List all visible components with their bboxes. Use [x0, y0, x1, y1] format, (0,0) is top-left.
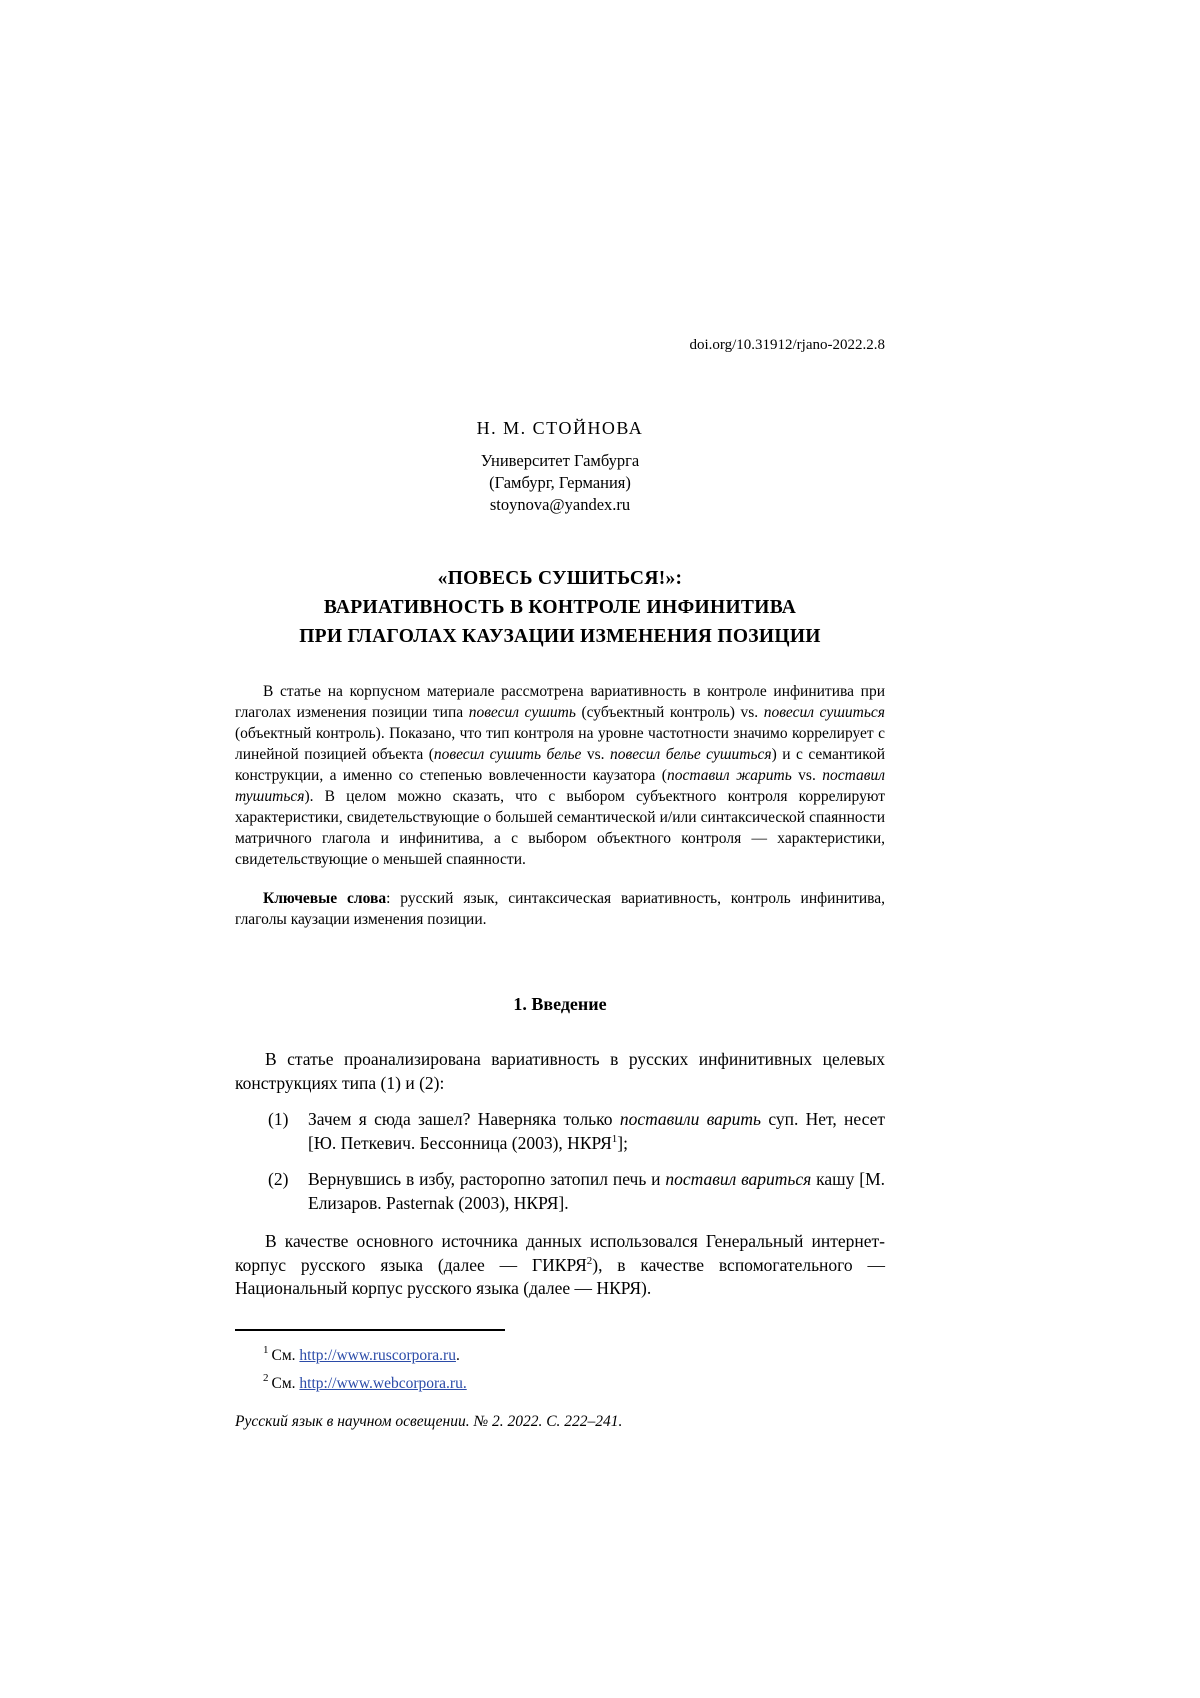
ruscorpora-link[interactable]: http://www.ruscorpora.ru — [299, 1346, 456, 1364]
article-title-line-1: «ПОВЕСЬ СУШИТЬСЯ!»: — [437, 568, 683, 589]
abstract-italic-example: повесил сушить белье — [433, 746, 582, 763]
keywords-paragraph — [235, 888, 885, 930]
webcorpora-link[interactable]: http://www.webcorpora.ru. — [299, 1374, 467, 1392]
abstract-text: В статье на корпусном материале рассмотрена вариативность в контроле инфинитива при глаголах изменения позиции типа — [235, 683, 885, 721]
abstract-text: (объектный контроль). Показано, что тип контроля на уровне частотности значимо коррелирует с линейной позицией объекта ( — [235, 725, 885, 763]
example-2-italic: поставил вариться — [665, 1169, 812, 1189]
article-title-line-2: ВАРИАТИВНОСТЬ В КОНТРОЛЕ ИНФИНИТИВА — [323, 597, 797, 618]
author-affiliation: Университет Гамбурга — [480, 451, 640, 470]
abstract-text: (субъектный контроль) vs. — [575, 704, 764, 721]
abstract-text: ). В целом можно сказать, что с выбором субъектного контроля коррелируют характеристики, свидетельствующие о большей семантической и/или синтаксической спаянности матричного глагола и инфинитива, а с выбором объектного контроля — характеристики, свидетельствующие о меньшей спаянности. — [235, 788, 885, 868]
journal-footer: Русский язык в научном освещении. № 2. 2022. С. 222–241. — [235, 1412, 623, 1430]
abstract-italic-example: поставил тушиться — [235, 767, 885, 805]
abstract-italic-example: повесил белье сушиться — [610, 746, 772, 763]
intro-paragraph: В статье проанализирована вариативность в русских инфинитивных целевых конструкциях типа (1) и (2): — [235, 1049, 885, 1093]
example-1-number: (1) — [268, 1109, 289, 1129]
sources-paragraph — [235, 1230, 885, 1301]
abstract-italic-example: поставил жарить — [666, 767, 792, 784]
abstract-text: ) и с семантикой конструкции, а именно со степенью вовлеченности каузатора ( — [235, 746, 885, 784]
abstract-text: vs. — [791, 767, 823, 784]
footnote-1-text: См. — [271, 1346, 300, 1364]
doi-line: doi.org/10.31912/rjano-2022.2.8 — [689, 337, 885, 353]
footnote-2-marker: 2 — [263, 1372, 269, 1385]
section-heading-introduction: 1. Введение — [513, 994, 607, 1014]
footnote-separator-rule — [235, 1329, 505, 1331]
sources-text: ), в качестве вспомогательного — Национальный корпус русского языка (далее — НКРЯ). — [235, 1254, 885, 1298]
abstract-italic-example: повесил сушиться — [763, 704, 885, 721]
author-email: stoynova@yandex.ru — [489, 495, 631, 514]
example-1-text: ]; — [617, 1132, 628, 1153]
abstract-paragraph — [235, 681, 885, 870]
text-column — [235, 0, 885, 1432]
footnote-ref-2: 2 — [586, 1254, 593, 1267]
sources-text: В качестве основного источника данных использовался Генеральный интернет-корпус русского языка (далее — ГИКРЯ — [235, 1231, 885, 1275]
keywords-text: : русский язык, синтаксическая вариативность, контроль инфинитива, глаголы каузации изменения позиции. — [235, 890, 885, 928]
example-2 — [235, 1168, 885, 1215]
footnote-1-marker: 1 — [263, 1344, 269, 1357]
article-title — [235, 564, 885, 651]
keywords-label: Ключевые слова — [263, 890, 387, 907]
example-2-number: (2) — [268, 1169, 289, 1189]
footnote-1-suffix: . — [455, 1346, 460, 1364]
example-1-italic: поставили варить — [619, 1109, 762, 1129]
author-name: Н. М. СТОЙНОВА — [476, 418, 644, 438]
author-block — [235, 416, 885, 516]
example-1-text: суп. Нет, несет [Ю. Петкевич. Бессонница (2003), НКРЯ — [308, 1109, 885, 1153]
example-1-text: Зачем я сюда зашел? Наверняка только — [308, 1109, 620, 1129]
footnotes-block — [235, 1342, 885, 1398]
example-2-text: Вернувшись в избу, расторопно затопил печь и — [308, 1169, 666, 1189]
footnote-2-text: См. — [271, 1374, 300, 1392]
footnote-ref-1: 1 — [611, 1132, 618, 1145]
footnote-1 — [263, 1342, 885, 1370]
example-2-text: кашу [М. Елизаров. Pasternak (2003), НКРЯ]. — [308, 1169, 885, 1213]
example-1 — [235, 1108, 885, 1155]
abstract-text: vs. — [581, 746, 610, 763]
abstract-italic-example: повесил сушить — [468, 704, 576, 721]
author-location: (Гамбург, Германия) — [489, 473, 631, 492]
article-title-line-3: ПРИ ГЛАГОЛАХ КАУЗАЦИИ ИЗМЕНЕНИЯ ПОЗИЦИИ — [299, 626, 821, 647]
footnote-2 — [263, 1370, 885, 1398]
